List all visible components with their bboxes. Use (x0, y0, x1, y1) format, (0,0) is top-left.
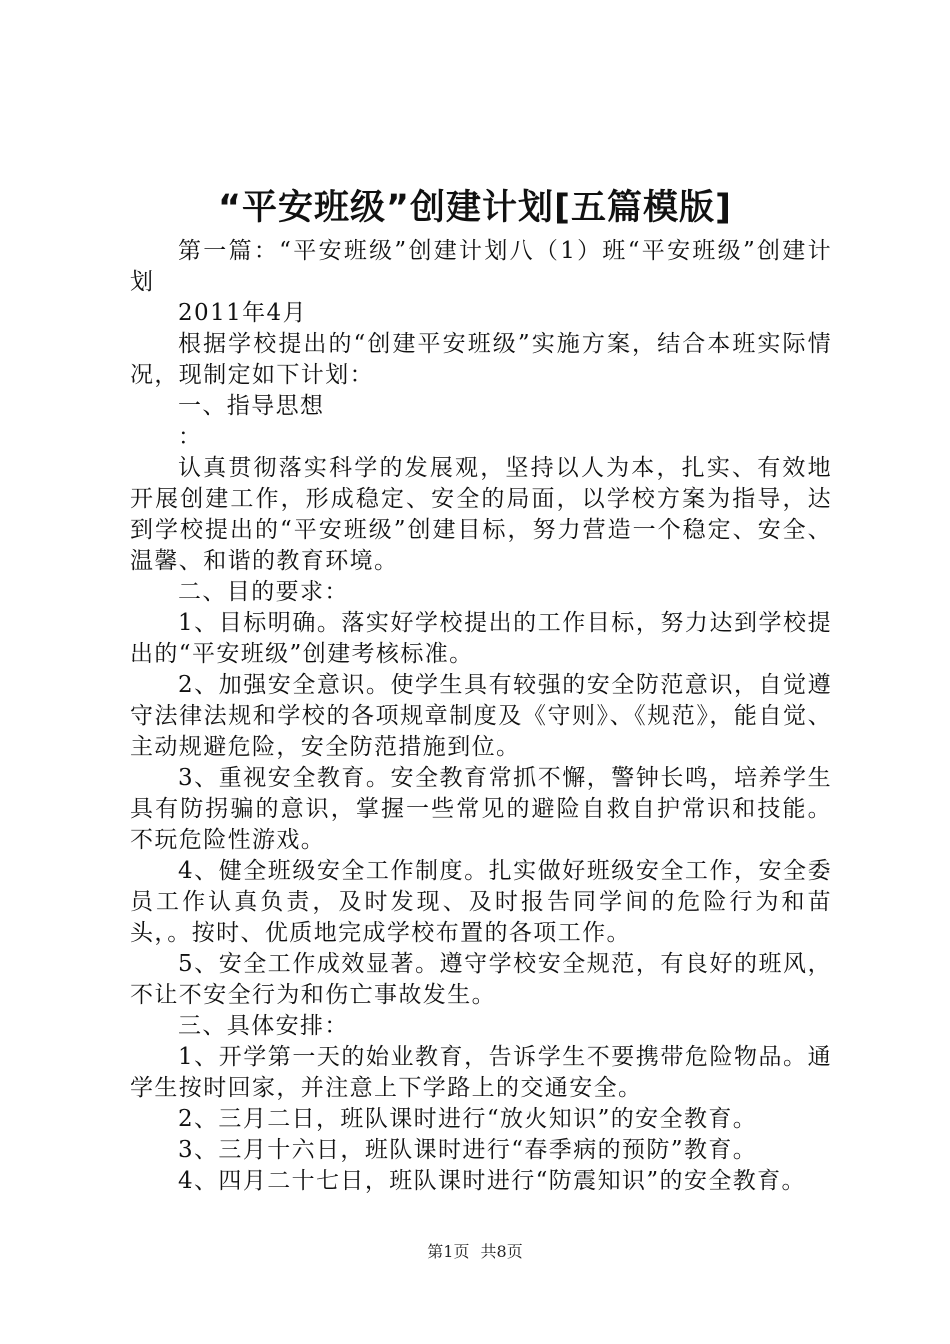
section-heading-arrangements: 三、具体安排： (178, 1013, 349, 1039)
paragraph-guiding-thought: 认真贯彻落实科学的发展观，坚持以人为本，扎实、有效地开展创建工作，形成稳定、安全的局面，以学校方案为指导，达到学校提出的“平安班级”创建目标，努力营造一个稳定、安全、温馨、和谐的教育环境。 (130, 455, 832, 574)
requirement-item-3: 3、重视安全教育。安全教育常抓不懈，警钟长鸣，培养学生具有防拐骗的意识，掌握一些常见的避险自救自护常识和技能。不玩危险性游戏。 (130, 765, 832, 853)
arrangement-item-3: 3、三月十六日，班队课时进行“春季病的预防”教育。 (178, 1137, 758, 1163)
arrangement-item-2: 2、三月二日，班队课时进行“放火知识”的安全教育。 (178, 1106, 758, 1132)
requirement-item-4: 4、健全班级安全工作制度。扎实做好班级安全工作，安全委员工作认真负责，及时发现、及时报告同学间的危险行为和苗头，。按时、优质地完成学校布置的各项工作。 (130, 858, 832, 946)
document-body (130, 236, 832, 1197)
section-heading-requirements: 二、目的要求： (178, 579, 349, 605)
arrangement-item-1: 1、开学第一天的始业教育，告诉学生不要携带危险物品。通学生按时回家，并注意上下学路上的交通安全。 (130, 1044, 832, 1101)
paragraph-intro: 根据学校提出的“创建平安班级”实施方案，结合本班实际情况，现制定如下计划： (130, 331, 832, 388)
paragraph-colon: ： (178, 424, 203, 450)
requirement-item-1: 1、目标明确。落实好学校提出的工作目标，努力达到学校提出的“平安班级”创建考核标准。 (130, 610, 832, 667)
paragraph-part-one-heading: 第一篇：“平安班级”创建计划八（1）班“平安班级”创建计划 (130, 238, 832, 295)
document-title: “平安班级”创建计划[五篇模版] (218, 188, 732, 228)
requirement-item-5: 5、安全工作成效显著。遵守学校安全规范，有良好的班风，不让不安全行为和伤亡事故发生。 (130, 951, 832, 1008)
requirement-item-2: 2、加强安全意识。使学生具有较强的安全防范意识，自觉遵守法律法规和学校的各项规章制度及《守则》、《规范》，能自觉、主动规避危险，安全防范措施到位。 (130, 672, 832, 760)
paragraph-date: 2011年4月 (178, 300, 307, 326)
arrangement-item-4: 4、四月二十七日，班队课时进行“防震知识”的安全教育。 (178, 1168, 806, 1194)
page-footer: 第1页 共8页 (427, 1242, 523, 1261)
section-heading-guiding-thought: 一、指导思想 (178, 393, 325, 419)
